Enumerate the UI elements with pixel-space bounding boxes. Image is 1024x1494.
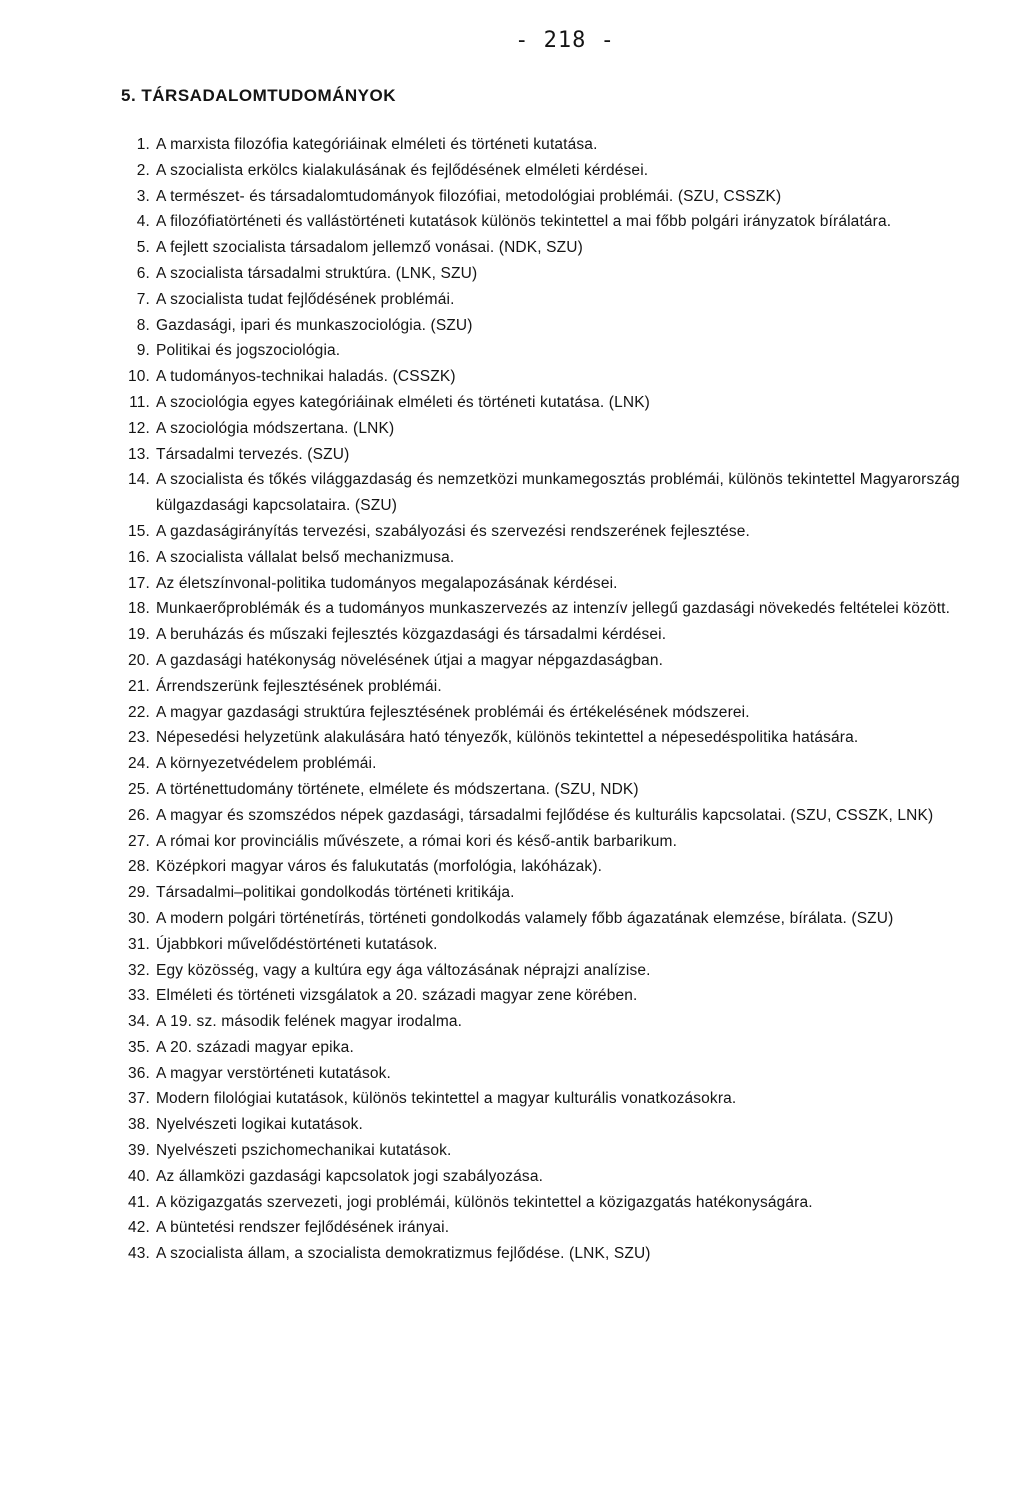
list-item-number: 9.	[136, 342, 150, 360]
list-item-number: 16.	[128, 548, 150, 566]
list-item-text: A római kor provinciális művészete, a római kori és késő-antik barbarikum.	[156, 832, 678, 850]
list-item-number: 22.	[128, 703, 150, 721]
list-item	[0, 1138, 1024, 1164]
list-item-number: 28.	[128, 858, 150, 876]
list-item-number: 36.	[128, 1064, 150, 1082]
list-item	[0, 467, 1024, 519]
list-item-text: Társadalmi tervezés. (SZU)	[156, 445, 350, 463]
list-item-text: A szocialista tudat fejlődésének problémái.	[156, 290, 455, 308]
list-item	[0, 700, 1024, 726]
list-item	[0, 751, 1024, 777]
list-item-text: A szocialista és tőkés világgazdaság és nemzetközi munkamegosztás problémái, különös tekintettel Magyarország külgazdasági kapcsolataira. (SZU)	[156, 471, 960, 515]
list-item-number: 11.	[129, 393, 150, 411]
list-item-number: 35.	[128, 1038, 150, 1056]
list-item	[0, 184, 1024, 210]
list-item	[0, 906, 1024, 932]
list-item-text: A magyar és szomszédos népek gazdasági, társadalmi fejlődése és kulturális kapcsolatai. (SZU, CSSZK, LNK)	[156, 806, 934, 824]
list-item-number: 1.	[136, 136, 150, 153]
list-item-text: A tudományos-technikai haladás. (CSSZK)	[156, 368, 456, 386]
list-item-text: Politikai és jogszociológia.	[156, 342, 341, 360]
list-item	[0, 338, 1024, 364]
list-item-text: A szociológia módszertana. (LNK)	[156, 419, 395, 437]
list-item-number: 17.	[128, 574, 150, 592]
list-item	[0, 829, 1024, 855]
list-item-number: 27.	[128, 832, 150, 850]
list-item	[0, 287, 1024, 313]
list-item-number: 24.	[128, 755, 150, 773]
list-item-text: Nyelvészeti logikai kutatások.	[156, 1116, 363, 1134]
list-item	[0, 571, 1024, 597]
list-item-text: Újabbkori művelődéstörténeti kutatások.	[156, 935, 438, 953]
list-item	[0, 803, 1024, 829]
list-item-text: Az államközi gazdasági kapcsolatok jogi szabályozása.	[156, 1167, 544, 1185]
list-item-text: Gazdasági, ipari és munkaszociológia. (SZU)	[156, 316, 473, 334]
list-item	[0, 519, 1024, 545]
list-item-number: 4.	[136, 213, 150, 231]
list-item-number: 34.	[128, 1013, 150, 1031]
list-item-text: Népesedési helyzetünk alakulására ható tényezők, különös tekintettel a népesedéspolitika hatására.	[156, 729, 859, 747]
list-item-number: 2.	[136, 161, 150, 179]
page-number: - 218 -	[515, 28, 615, 53]
list-item-number: 42.	[128, 1219, 150, 1237]
list-item-text: A modern polgári történetírás, történeti gondolkodás valamely főbb ágazatának elemzése, bírálata. (SZU)	[156, 909, 894, 927]
list-item-text: A magyar verstörténeti kutatások.	[156, 1064, 391, 1082]
list-item-text: A szociológia egyes kategóriáinak elméleti és történeti kutatása. (LNK)	[156, 393, 650, 411]
list-item-text: Árrendszerünk fejlesztésének problémái.	[156, 677, 442, 695]
list-item-text: A fejlett szocialista társadalom jellemző vonásai. (NDK, SZU)	[156, 239, 583, 257]
list-item	[0, 1164, 1024, 1190]
list-item	[0, 674, 1024, 700]
list-item	[0, 1215, 1024, 1241]
list-item	[0, 132, 1024, 158]
list-item	[0, 1009, 1024, 1035]
list-item-text: A történettudomány története, elmélete és módszertana. (SZU, NDK)	[156, 780, 639, 798]
list-item	[0, 158, 1024, 184]
list-item-text: A szocialista állam, a szocialista demokratizmus fejlődése. (LNK, SZU)	[156, 1245, 651, 1263]
list-item-number: 21.	[128, 677, 150, 695]
section-title: 5. TÁRSADALOMTUDOMÁNYOK	[121, 86, 396, 105]
list-item-text: A természet- és társadalomtudományok filozófiai, metodológiai problémái. (SZU, CSSZK)	[156, 187, 782, 205]
list-item-text: A gazdaságirányítás tervezési, szabályozási és szervezési rendszerének fejlesztése.	[156, 522, 750, 540]
list-item-text: A magyar gazdasági struktúra fejlesztésének problémái és értékelésének módszerei.	[156, 703, 750, 721]
list-item	[0, 854, 1024, 880]
list-item	[0, 648, 1024, 674]
list-item-number: 18.	[128, 600, 150, 618]
list-item	[0, 313, 1024, 339]
list-item-number: 32.	[128, 961, 150, 979]
list-item-text: A közigazgatás szervezeti, jogi problémái, különös tekintettel a közigazgatás hatékonyságára.	[156, 1193, 813, 1211]
list-item-number: 39.	[128, 1142, 150, 1160]
list-item-number: 38.	[128, 1116, 150, 1134]
list-item-number: 19.	[128, 626, 150, 644]
list-item-text: Munkaerőproblémák és a tudományos munkaszervezés az intenzív jellegű gazdasági növekedés feltételei között.	[156, 600, 951, 618]
list-item-number: 10.	[128, 368, 150, 386]
list-item	[0, 596, 1024, 622]
list-item	[0, 390, 1024, 416]
list-item	[0, 725, 1024, 751]
list-item	[0, 777, 1024, 803]
list-item-number: 41.	[128, 1193, 150, 1211]
list-item-text: Nyelvészeti pszichomechanikai kutatások.	[156, 1142, 452, 1160]
list-item-number: 5.	[136, 239, 150, 257]
list-item-number: 25.	[128, 780, 150, 798]
list-item-text: A 20. századi magyar epika.	[156, 1038, 354, 1056]
list-item	[0, 545, 1024, 571]
list-item-text: Az életszínvonal-politika tudományos megalapozásának kérdései.	[156, 574, 618, 592]
list-item	[0, 622, 1024, 648]
list-item-text: A környezetvédelem problémái.	[156, 755, 377, 773]
list-item-number: 20.	[128, 651, 150, 669]
list-item-number: 13.	[128, 445, 150, 463]
list-item-text: A 19. sz. második felének magyar irodalma.	[156, 1013, 463, 1031]
list-item	[0, 442, 1024, 468]
list-item-text: A beruházás és műszaki fejlesztés közgazdasági és társadalmi kérdései.	[156, 626, 667, 644]
list-item-number: 14.	[128, 471, 150, 489]
list-item-number: 7.	[136, 290, 150, 308]
list-item	[0, 932, 1024, 958]
list-item-number: 12.	[128, 419, 150, 437]
list-item	[0, 364, 1024, 390]
list-item	[0, 1086, 1024, 1112]
list-item	[0, 880, 1024, 906]
list-item-number: 15.	[128, 522, 150, 540]
list-item-text: A szocialista erkölcs kialakulásának és fejlődésének elméleti kérdései.	[156, 161, 649, 179]
list-item-text: Középkori magyar város és falukutatás (morfológia, lakóházak).	[156, 858, 603, 876]
list-item	[0, 209, 1024, 235]
list-item-number: 37.	[128, 1090, 150, 1108]
list-item-number: 29.	[128, 884, 150, 902]
list-item-number: 33.	[128, 987, 150, 1005]
list-item-text: A gazdasági hatékonyság növelésének útjai a magyar népgazdaságban.	[156, 651, 664, 669]
list-item	[0, 261, 1024, 287]
list-item-text: A filozófiatörténeti és vallástörténeti kutatások különös tekintettel a mai főbb polgári irányzatok bírálatára.	[156, 213, 892, 231]
list-item-number: 40.	[128, 1167, 150, 1185]
list-item	[0, 1061, 1024, 1087]
list-item-number: 23.	[128, 729, 150, 747]
list-item-number: 30.	[128, 909, 150, 927]
list-item	[0, 958, 1024, 984]
list-item-text: A szocialista vállalat belső mechanizmusa.	[156, 548, 455, 566]
list-item-number: 43.	[128, 1245, 150, 1263]
list-item-text: Egy közösség, vagy a kultúra egy ága változásának néprajzi analízise.	[156, 961, 651, 979]
list-item	[0, 1112, 1024, 1138]
list-item	[0, 983, 1024, 1009]
list-item-number: 6.	[136, 264, 150, 282]
list-item	[0, 1035, 1024, 1061]
list-item	[0, 416, 1024, 442]
list-item-number: 3.	[136, 187, 150, 205]
list-item-text: Elméleti és történeti vizsgálatok a 20. századi magyar zene körében.	[156, 987, 638, 1005]
list-item-text: A marxista filozófia kategóriáinak elméleti és történeti kutatása.	[156, 136, 598, 153]
list-item-text: Társadalmi–politikai gondolkodás történeti kritikája.	[156, 884, 515, 902]
list-item-number: 8.	[136, 316, 150, 334]
list-item-text: Modern filológiai kutatások, különös tekintettel a magyar kulturális vonatkozásokra.	[156, 1090, 737, 1108]
list-item-number: 26.	[128, 806, 150, 824]
list-item	[0, 235, 1024, 261]
list-item-text: A szocialista társadalmi struktúra. (LNK, SZU)	[156, 264, 478, 282]
list-item-text: A büntetési rendszer fejlődésének irányai.	[156, 1219, 450, 1237]
list-item	[0, 1190, 1024, 1216]
list-item-number: 31.	[128, 935, 150, 953]
list-item	[0, 1241, 1024, 1267]
topic-list	[0, 132, 1024, 1267]
